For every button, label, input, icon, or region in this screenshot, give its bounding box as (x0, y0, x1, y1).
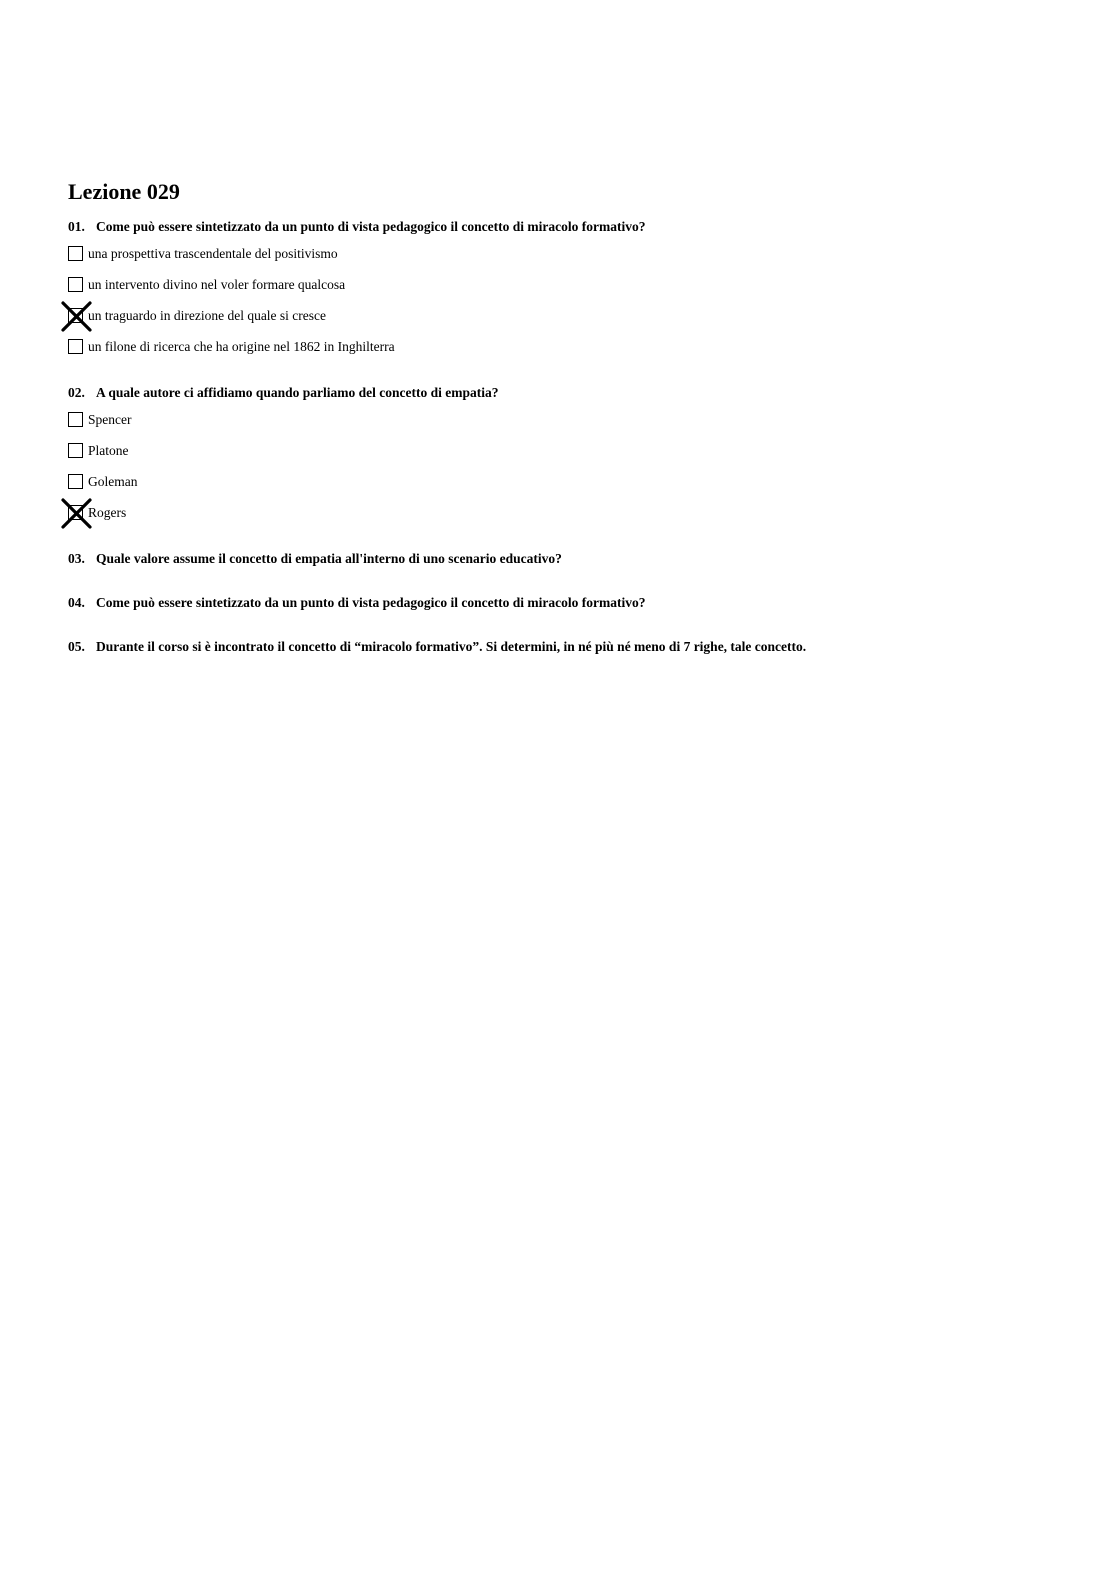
option-label: Spencer (88, 412, 132, 427)
question-text (68, 638, 1068, 656)
option-label: Rogers (88, 505, 127, 520)
question-number: 01. (68, 219, 85, 234)
question-label: Come può essere sintetizzato da un punto di vista pedagogico il concetto di miracolo formativo? (96, 595, 646, 610)
checkbox-unchecked[interactable] (68, 474, 83, 489)
option-item (68, 339, 1068, 370)
option-label: un intervento divino nel voler formare qualcosa (88, 277, 346, 292)
checkbox-unchecked[interactable] (68, 277, 83, 292)
checkbox-unchecked[interactable] (68, 412, 83, 427)
option-item (68, 474, 1068, 505)
question-number: 05. (68, 639, 85, 654)
checkbox-checked[interactable] (68, 505, 83, 520)
options-list (68, 246, 1068, 370)
option-label: Platone (88, 443, 129, 458)
cross-mark-icon (62, 302, 91, 331)
option-label: una prospettiva trascendentale del positivismo (88, 246, 338, 261)
question-label: Quale valore assume il concetto di empatia all'interno di uno scenario educativo? (96, 551, 562, 566)
question-number: 03. (68, 551, 85, 566)
question-label: Durante il corso si è incontrato il concetto di “miracolo formativo”. Si determini, in né più né meno di 7 righe, tale concetto. (96, 639, 807, 654)
question-text (68, 384, 1068, 402)
question-number: 04. (68, 595, 85, 610)
question-03 (68, 550, 1068, 568)
question-02 (68, 384, 1068, 536)
option-item (68, 412, 1068, 443)
option-item (68, 505, 1068, 536)
question-number: 02. (68, 385, 85, 400)
question-label: A quale autore ci affidiamo quando parliamo del concetto di empatia? (96, 385, 499, 400)
option-item (68, 246, 1068, 277)
option-label: un traguardo in direzione del quale si cresce (88, 308, 327, 323)
options-list (68, 412, 1068, 536)
question-05 (68, 638, 1068, 656)
checkbox-checked[interactable] (68, 308, 83, 323)
question-label: Come può essere sintetizzato da un punto di vista pedagogico il concetto di miracolo formativo? (96, 219, 646, 234)
question-text (68, 550, 1068, 568)
option-item (68, 308, 1068, 339)
question-04 (68, 594, 1068, 612)
option-label: Goleman (88, 474, 138, 489)
option-label: un filone di ricerca che ha origine nel 1862 in Inghilterra (88, 339, 395, 354)
quiz-page (68, 178, 1068, 656)
question-01 (68, 218, 1068, 370)
option-item (68, 277, 1068, 308)
cross-mark-icon (62, 499, 91, 528)
checkbox-unchecked[interactable] (68, 443, 83, 458)
checkbox-unchecked[interactable] (68, 339, 83, 354)
option-item (68, 443, 1068, 474)
question-text (68, 218, 1068, 236)
checkbox-unchecked[interactable] (68, 246, 83, 261)
question-text (68, 594, 1068, 612)
lesson-title: Lezione 029 (68, 179, 180, 204)
